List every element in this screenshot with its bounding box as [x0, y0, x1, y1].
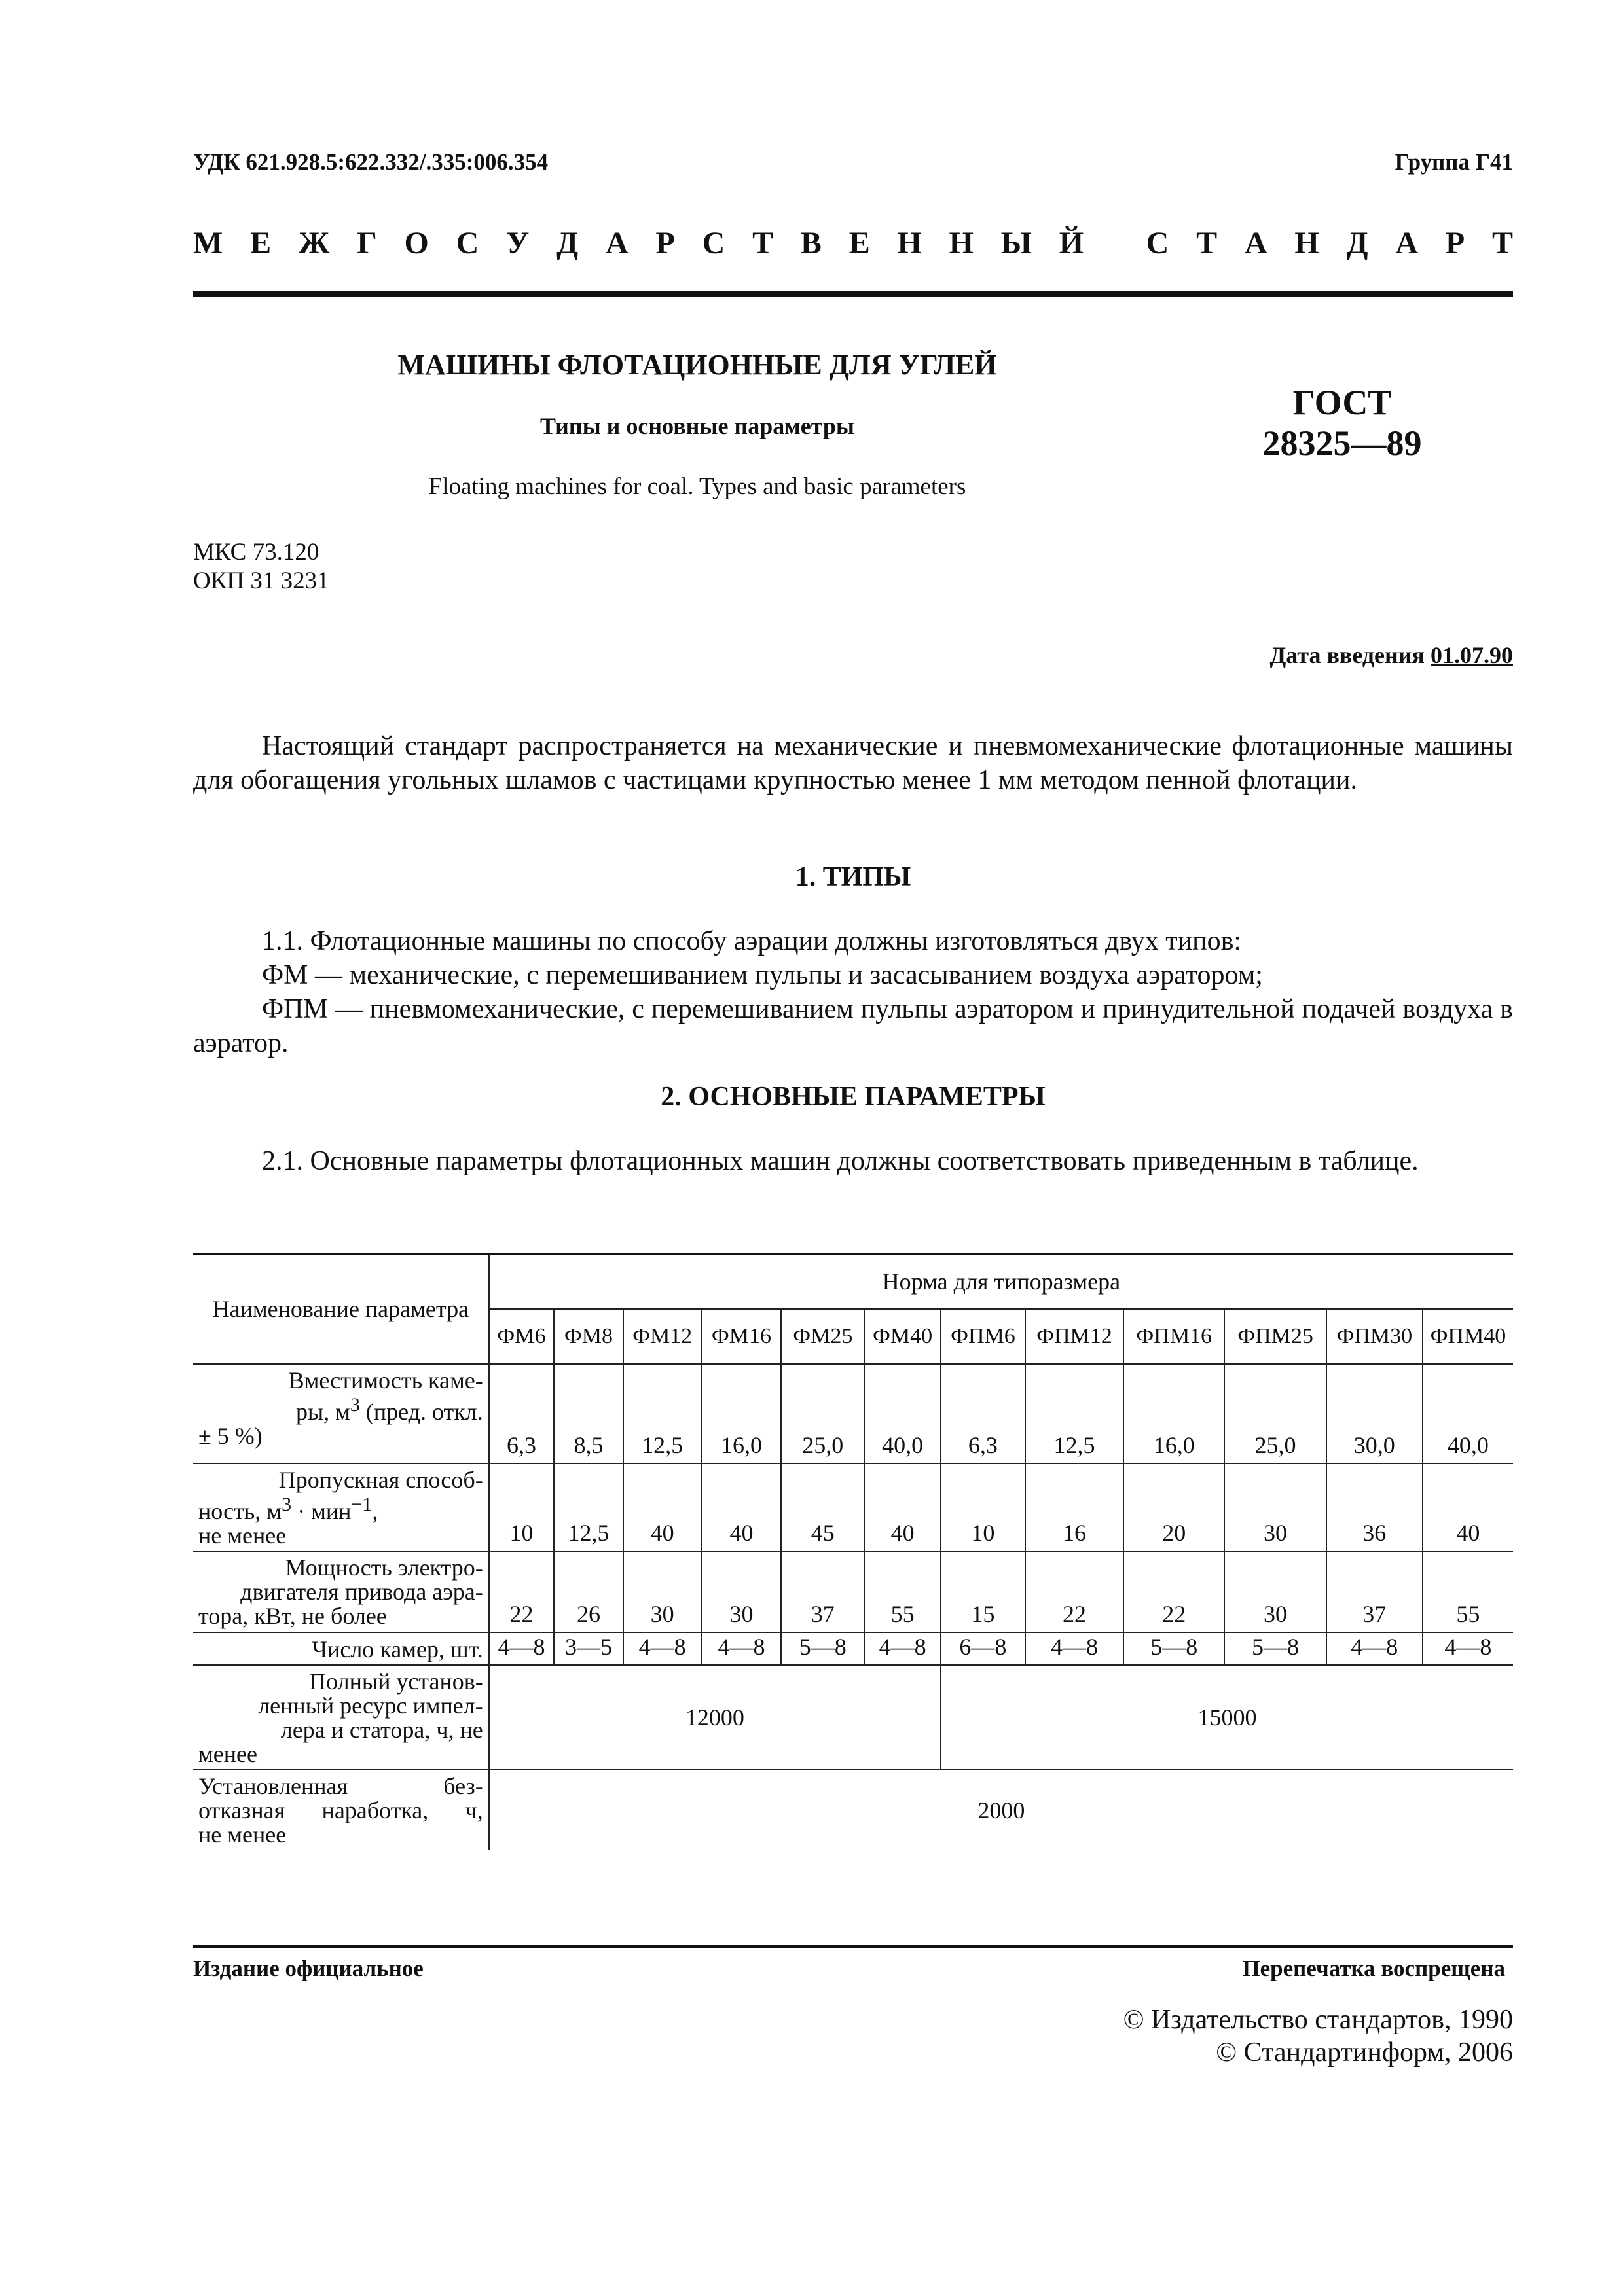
mtbf-value: 2000 [489, 1770, 1513, 1850]
interstate-standard-banner [193, 225, 1513, 261]
effective-date-value: 01.07.90 [1431, 642, 1513, 668]
table-cell: 15 [941, 1551, 1025, 1632]
table-row [193, 1551, 1513, 1632]
banner-letter: Т [752, 226, 774, 260]
table-cell: 22 [1025, 1551, 1123, 1632]
model-header: ФПМ12 [1025, 1309, 1123, 1364]
banner-letter: У [506, 226, 530, 260]
section-1-title: 1. ТИПЫ [795, 862, 911, 892]
param-name-header: Наименование параметра [193, 1254, 489, 1365]
banner-letter: Т [1491, 226, 1513, 260]
banner-letter: Р [655, 226, 675, 260]
table-cell: 26 [554, 1551, 623, 1632]
header-rule [193, 291, 1513, 297]
table-cell: 16,0 [702, 1364, 782, 1463]
banner-letter: Д [1346, 226, 1368, 260]
banner-letter: Ы [1000, 226, 1032, 260]
table-cell: 3—5 [554, 1632, 623, 1665]
table-cell: 40,0 [864, 1364, 941, 1463]
banner-letter: Т [1196, 226, 1218, 260]
copyright-2006: © Стандартинформ, 2006 [1216, 2037, 1513, 2068]
table-cell: 25,0 [1224, 1364, 1326, 1463]
copyright-1990: © Издательство стандартов, 1990 [1123, 2005, 1513, 2035]
banner-letter: Ж [298, 226, 330, 260]
table-cell: 10 [941, 1463, 1025, 1551]
table-cell: 22 [1123, 1551, 1224, 1632]
table-cell: 30 [623, 1551, 702, 1632]
table-cell: 5—8 [781, 1632, 864, 1665]
table-row [193, 1364, 1513, 1463]
table-cell: 6,3 [941, 1364, 1025, 1463]
param-name-chambers: Число камер, шт. [193, 1632, 489, 1665]
param-name-throughput: Пропускная способ- ность, $м^3 \cdot мин^{-1}$, не менее [193, 1463, 489, 1551]
model-header: ФПМ25 [1224, 1309, 1326, 1364]
section-2-title: 2. ОСНОВНЫЕ ПАРАМЕТРЫ [661, 1082, 1046, 1112]
banner-letter: Н [1294, 226, 1319, 260]
banner-letter: Н [897, 226, 922, 260]
model-header: ФМ12 [623, 1309, 702, 1364]
table-cell: 30 [1224, 1463, 1326, 1551]
table-cell: 25,0 [781, 1364, 864, 1463]
table-cell: 12,5 [623, 1364, 702, 1463]
param-name-mtbf: Установленная без- отказная наработка, ч, не менее [193, 1770, 489, 1850]
table-cell: 30 [702, 1551, 782, 1632]
group-code: Группа Г41 [1395, 149, 1513, 175]
banner-letter: А [606, 226, 629, 260]
table-cell: 12,5 [554, 1463, 623, 1551]
banner-letter: Й [1059, 226, 1084, 260]
norm-header: Норма для типоразмера [489, 1254, 1513, 1310]
table-cell: 6,3 [489, 1364, 554, 1463]
model-header: ФПМ6 [941, 1309, 1025, 1364]
gost-number: 28325—89 [1262, 423, 1422, 463]
table-cell: 6—8 [941, 1632, 1025, 1665]
param-name-power: Мощность электро- двигателя привода аэра- тора, кВт, не более [193, 1551, 489, 1632]
table-cell: 4—8 [1423, 1632, 1513, 1665]
param-name-capacity: Вместимость каме- ры, $м^3$ (пред. откл. ± 5 %) [193, 1364, 489, 1463]
banner-letter: Р [1445, 226, 1465, 260]
resource-value-fpm: 15000 [941, 1665, 1513, 1770]
table-cell: 12,5 [1025, 1364, 1123, 1463]
banner-gap [1111, 225, 1119, 261]
table-cell: 4—8 [489, 1632, 554, 1665]
clause-2-1: 2.1. Основные параметры флотационных машин должны соответствовать приведенным в таблице. [262, 1146, 1419, 1176]
table-row [193, 1463, 1513, 1551]
udk-code: УДК 621.928.5:622.332/.335:006.354 [193, 149, 549, 175]
table-cell: 16,0 [1123, 1364, 1224, 1463]
footer-rule [193, 1945, 1513, 1948]
banner-letter: С [456, 226, 479, 260]
clause-fm: ФМ — механические, с перемешиванием пульпы и засасыванием воздуха аэратором; [262, 960, 1263, 990]
banner-letter: О [404, 226, 429, 260]
table-cell: 40,0 [1423, 1364, 1513, 1463]
banner-letter: А [1395, 226, 1419, 260]
okp-code: ОКП 31 3231 [193, 567, 329, 594]
banner-letter: Е [250, 226, 272, 260]
table-cell: 36 [1326, 1463, 1423, 1551]
table-cell: 55 [864, 1551, 941, 1632]
english-title: Floating machines for coal. Types and basic parameters [428, 473, 966, 500]
table-cell: 30,0 [1326, 1364, 1423, 1463]
table-cell: 45 [781, 1463, 864, 1551]
banner-letter: Е [848, 226, 870, 260]
banner-letter: В [800, 226, 822, 260]
table-cell: 4—8 [623, 1632, 702, 1665]
table-cell: 37 [1326, 1551, 1423, 1632]
model-header: ФМ25 [781, 1309, 864, 1364]
model-header: ФМ40 [864, 1309, 941, 1364]
table-cell: 16 [1025, 1463, 1123, 1551]
param-name-resource: Полный установ- ленный ресурс импел- лера и статора, ч, не менее [193, 1665, 489, 1770]
table-cell: 10 [489, 1463, 554, 1551]
banner-letter: С [702, 226, 725, 260]
document-subtitle: Типы и основные параметры [539, 413, 855, 439]
table-row [193, 1770, 1513, 1850]
table-cell: 55 [1423, 1551, 1513, 1632]
clause-fpm: ФПМ — пневмомеханические, с перемешиванием пульпы аэратором и принудительной подачей воздуха в аэратор. [193, 994, 1513, 1058]
banner-letter: Д [556, 226, 579, 260]
table-cell: 4—8 [1025, 1632, 1123, 1665]
table-cell: 5—8 [1123, 1632, 1224, 1665]
table-cell: 20 [1123, 1463, 1224, 1551]
model-header: ФМ16 [702, 1309, 782, 1364]
clause-1-1: 1.1. Флотационные машины по способу аэрации должны изготовляться двух типов: [262, 926, 1242, 956]
table-cell: 40 [1423, 1463, 1513, 1551]
table-row [193, 1632, 1513, 1665]
document-title: МАШИНЫ ФЛОТАЦИОННЫЕ ДЛЯ УГЛЕЙ [397, 349, 997, 381]
resource-value-fm: 12000 [489, 1665, 941, 1770]
model-header: ФПМ30 [1326, 1309, 1423, 1364]
effective-date [1270, 641, 1514, 669]
table-row [193, 1665, 1513, 1770]
gost-label: ГОСТ [1292, 383, 1392, 422]
table-cell: 30 [1224, 1551, 1326, 1632]
banner-letter: Н [949, 226, 974, 260]
intro-paragraph: Настоящий стандарт распространяется на механические и пневмомеханические флотационные машины для обогащения угольных шламов с частицами крупностью менее 1 мм методом пенной флотации. [193, 731, 1513, 795]
table-cell: 37 [781, 1551, 864, 1632]
table-cell: 22 [489, 1551, 554, 1632]
banner-letter: М [193, 226, 223, 260]
table-cell: 4—8 [702, 1632, 782, 1665]
table-cell: 8,5 [554, 1364, 623, 1463]
mks-code: МКС 73.120 [193, 539, 319, 565]
banner-letter: Г [357, 226, 377, 260]
table-cell: 4—8 [1326, 1632, 1423, 1665]
banner-letter: А [1244, 226, 1267, 260]
reprint-note: Перепечатка воспрещена [1242, 1956, 1505, 1981]
model-header: ФПМ40 [1423, 1309, 1513, 1364]
classification-codes [193, 538, 329, 595]
model-header: ФМ6 [489, 1309, 554, 1364]
table-cell: 40 [623, 1463, 702, 1551]
parameters-table [193, 1253, 1513, 1850]
table-cell: 40 [864, 1463, 941, 1551]
table-cell: 40 [702, 1463, 782, 1551]
table-cell: 5—8 [1224, 1632, 1326, 1665]
effective-date-label: Дата введения [1269, 642, 1425, 668]
banner-letter: С [1146, 226, 1169, 260]
edition-note: Издание официальное [193, 1956, 424, 1981]
table-header-row [193, 1254, 1513, 1310]
gost-designation [1172, 382, 1512, 463]
model-header: ФПМ16 [1123, 1309, 1224, 1364]
model-header: ФМ8 [554, 1309, 623, 1364]
table-cell: 4—8 [864, 1632, 941, 1665]
